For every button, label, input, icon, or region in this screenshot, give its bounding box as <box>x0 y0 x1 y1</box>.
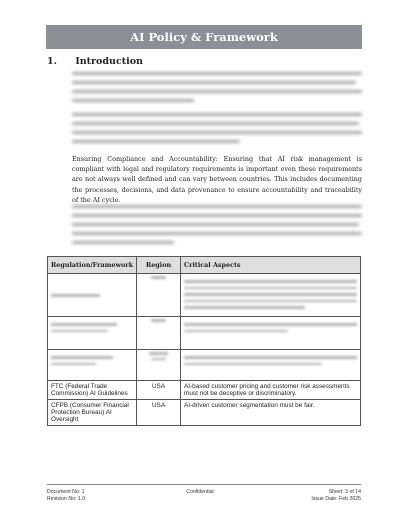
document-title: AI Policy & Framework <box>130 30 278 44</box>
footer-classification: Confidential <box>186 489 214 495</box>
footer-revision: Revision No: 1.0 <box>47 496 86 502</box>
regulation-table <box>47 256 361 426</box>
footer-issue-date: Issue Date: Feb 2025 <box>311 496 361 502</box>
regulation-cell: CFPB (Consumer Financial Protection Bureau) AI Oversight <box>48 400 137 426</box>
table-row <box>48 381 361 400</box>
document-title-banner <box>46 25 362 49</box>
table-row <box>48 400 361 426</box>
compliance-paragraph: Ensuring Compliance and Accountability: Ensuring that AI risk management is compliant with legal and regulatory requirements is important even these requirements are not always well defined and can vary between countries. This includes documenting the processes, decisions, and data provenance to ensure accountability and traceability of the AI cycle. <box>72 155 362 204</box>
section-title: Introduction <box>75 56 143 67</box>
blurred-paragraph-3 <box>72 205 362 250</box>
blurred-table-row <box>48 317 361 350</box>
region-cell: USA <box>137 400 181 426</box>
header-region: Region <box>137 257 181 274</box>
blurred-table-row <box>48 274 361 317</box>
footer-doc-no: Document No: 1 <box>47 489 85 495</box>
blurred-paragraph-1 <box>72 72 362 108</box>
blurred-table-row <box>48 350 361 381</box>
aspects-cell: AI-driven customer segmentation must be fair. <box>181 400 361 426</box>
section-heading <box>47 56 143 67</box>
footer-right <box>311 489 361 503</box>
table-header-row <box>48 257 361 274</box>
section-number: 1. <box>47 56 57 67</box>
blurred-paragraph-2 <box>72 113 362 149</box>
header-critical-aspects: Critical Aspects <box>181 257 361 274</box>
footer-sheet: Sheet: 3 of 14 <box>328 489 361 495</box>
region-cell: USA <box>137 381 181 400</box>
header-regulation: Regulation/Framework <box>48 257 137 274</box>
regulation-cell: FTC (Federal Trade Commission) AI Guidelines <box>48 381 137 400</box>
footer-divider <box>47 484 361 485</box>
aspects-cell: AI-based customer pricing and customer risk assessments must not be deceptive or discriminatory. <box>181 381 361 400</box>
